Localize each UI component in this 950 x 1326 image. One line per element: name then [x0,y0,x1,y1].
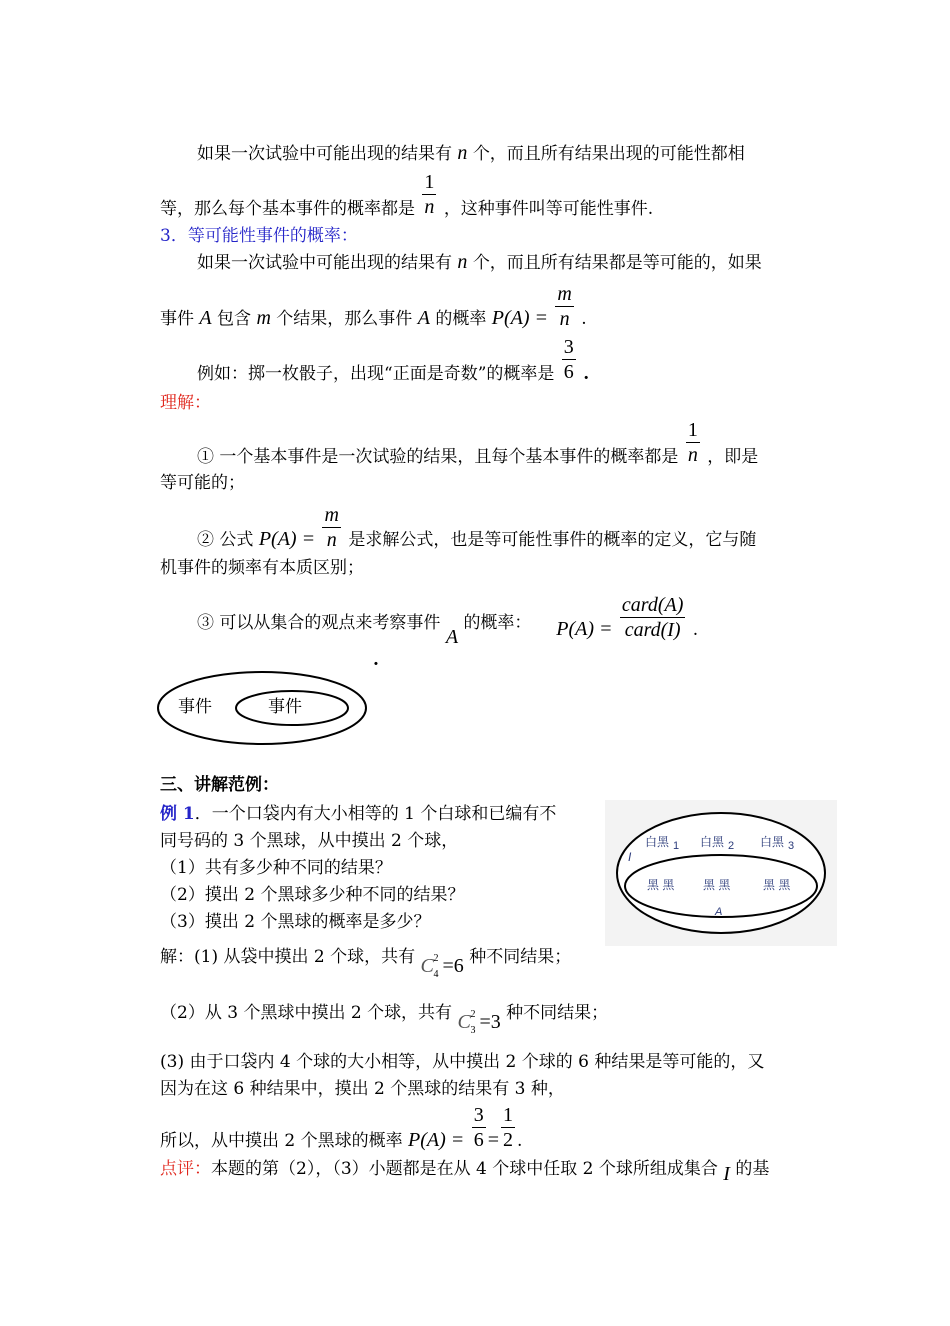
text: 如果一次试验中可能出现的结果有 [197,253,452,273]
numerator: m [557,283,572,305]
venn2-shapes [605,800,837,946]
numerator: 1 [502,1104,513,1126]
black-pair-1-3 [703,876,730,893]
var-A: A [199,306,212,329]
comb-lower: 4 [433,969,439,980]
fraction-3-over-6 [472,1105,486,1151]
question-2: （2）摸出 2 个黑球多少种不同的结果？ [160,885,465,905]
comb-upper: 2 [470,1009,476,1020]
numerator: 1 [424,171,435,193]
text: =6 [442,955,464,977]
text: . [516,1130,523,1151]
text: . [581,308,587,329]
fraction-1-over-n [686,420,700,466]
text: 个，而且所有结果都是等可能的，如果 [472,253,762,273]
denominator: card(I) [624,619,681,641]
text: 事件 [160,308,194,329]
section3-line1 [197,252,762,272]
text: 是求解公式，也是等可能性事件的概率的定义，它与随 [348,529,757,550]
text: 解：(1) 从袋中摸出 2 个球，共有 [160,947,416,967]
denominator: 2 [502,1129,513,1151]
denominator: n [424,196,435,218]
formula-lhs: P(A) = [491,306,548,329]
fraction-1-over-2 [501,1105,515,1151]
fraction-m-over-n [322,505,340,551]
text: 的基 [735,1159,770,1179]
formula-lhs: P(A) = [408,1128,465,1151]
understanding-item2 [197,505,756,551]
text: ．一个口袋内有大小相等的 1 个白球和已编有不 [194,804,557,824]
label: 白黑 [645,835,670,849]
section3-example [197,337,589,383]
label: 黑 黑 [763,878,791,892]
text: 的概率： [463,612,532,633]
numerator: 3 [473,1104,484,1126]
solution-1 [160,946,572,980]
var-A: A [417,306,430,329]
formula-lhs: P(A) = [258,527,316,550]
text: ③ 可以从集合的观点来考察事件 [197,612,441,633]
venn1-outer-label: 事件 [178,697,212,717]
venn1-inner-label: 事件 [268,697,302,717]
text: . [692,619,699,640]
numerator: m [324,504,339,526]
text: = [487,1128,499,1151]
text: 等，那么每个基本事件的概率都是 [160,198,415,219]
denominator: 6 [473,1129,484,1151]
text: . [583,363,590,384]
example-label: 例 1 [160,804,195,824]
label: 白黑 [700,835,725,849]
question-3: （3）摸出 2 个黑球的概率是多少？ [160,912,431,932]
solution-2 [160,1002,609,1036]
text: 包含 [217,308,252,329]
understanding-label: 理解： [160,393,211,413]
understanding-item3 [197,594,699,648]
denominator: n [687,444,698,466]
var-n: n [457,251,468,273]
comment-line [160,1158,770,1185]
numerator: card(A) [621,594,684,616]
text: （2）从 3 个黑球中摸出 2 个球，共有 [160,1003,453,1023]
denominator: n [326,529,337,551]
label: 黑 黑 [647,878,675,892]
text: 例如：掷一枚骰子，出现“正面是奇数”的概率是 [197,363,555,384]
section3-line2 [160,284,587,330]
text: 个结果，那么事件 [276,308,413,329]
text: 如果一次试验中可能出现的结果有 [197,144,452,164]
example1-line2: 同号码的 3 个黑球，从中摸出 2 个球， [160,831,459,851]
understanding-item1-cont: 等可能的； [160,473,245,493]
venn-diagram-balls [605,800,837,946]
label: 黑 黑 [703,878,731,892]
text: ① 一个基本事件是一次试验的结果，且每个基本事件的概率都是 [197,446,679,467]
text: 个，而且所有结果出现的可能性都相 [472,144,745,164]
subscript: 3 [788,840,795,853]
understanding-item2-cont: 机事件的频率有本质区别； [160,558,364,578]
text: 种不同结果； [469,947,572,967]
text: 所以，从中摸出 2 个黑球的概率 [160,1130,403,1151]
question-1: （1）共有多少种不同的结果？ [160,858,392,878]
comment-label: 点评： [160,1159,211,1179]
fraction-card [620,595,685,641]
var-I: I [723,1163,730,1185]
examples-heading: 三、讲解范例： [160,775,279,795]
combination-c-3-2 [457,1009,479,1036]
white-black-1 [645,833,679,852]
var-n: n [457,142,468,164]
text: =3 [479,1011,501,1033]
var-A: A [445,625,459,648]
label-A: A [715,906,723,918]
text: 种不同结果； [506,1003,609,1023]
var-m: m [256,306,271,329]
text: 的概率 [435,308,487,329]
numerator: 3 [563,336,574,358]
c-symbol: C [420,955,434,977]
comb-lower: 3 [470,1025,476,1036]
numerator: 1 [687,419,698,441]
solution-3-line1: (3) 由于口袋内 4 个球的大小相等，从中摸出 2 个球的 6 种结果是等可能的，又 [160,1052,765,1072]
para1-line2 [160,172,653,218]
text: ② 公式 [197,529,254,550]
formula-lhs: P(A) = [556,617,613,640]
label-I: I [628,850,632,864]
denominator: n [559,308,570,330]
subscript: 2 [728,840,735,853]
para1-line1 [197,143,745,163]
white-black-3 [760,833,794,852]
stray-dot: . [373,650,379,670]
solution-3-line2: 因为在这 6 种结果中，摸出 2 个黑球的结果有 3 种， [160,1079,565,1099]
text: ，即是 [707,446,759,467]
combination-c-4-2 [420,953,443,980]
text: ，这种事件叫等可能性事件. [443,198,654,219]
solution-3-line3 [160,1105,522,1151]
text: 本题的第（2），（3）小题都是在从 4 个球中任取 2 个球所组成集合 [211,1159,718,1179]
c-symbol: C [457,1011,471,1033]
understanding-item1 [197,420,758,466]
section3-heading: 3．等可能性事件的概率： [160,226,358,246]
fraction-m-over-n [555,284,573,330]
white-black-2 [700,833,734,852]
subscript: 1 [673,840,680,853]
comb-upper: 2 [433,953,439,964]
label: 白黑 [760,835,785,849]
black-pair-1-2 [647,876,674,893]
black-pair-2-3 [763,876,790,893]
fraction-3-over-6 [562,337,576,383]
fraction-1-over-n [422,172,436,218]
example1-line1 [160,806,556,823]
denominator: 6 [563,361,574,383]
